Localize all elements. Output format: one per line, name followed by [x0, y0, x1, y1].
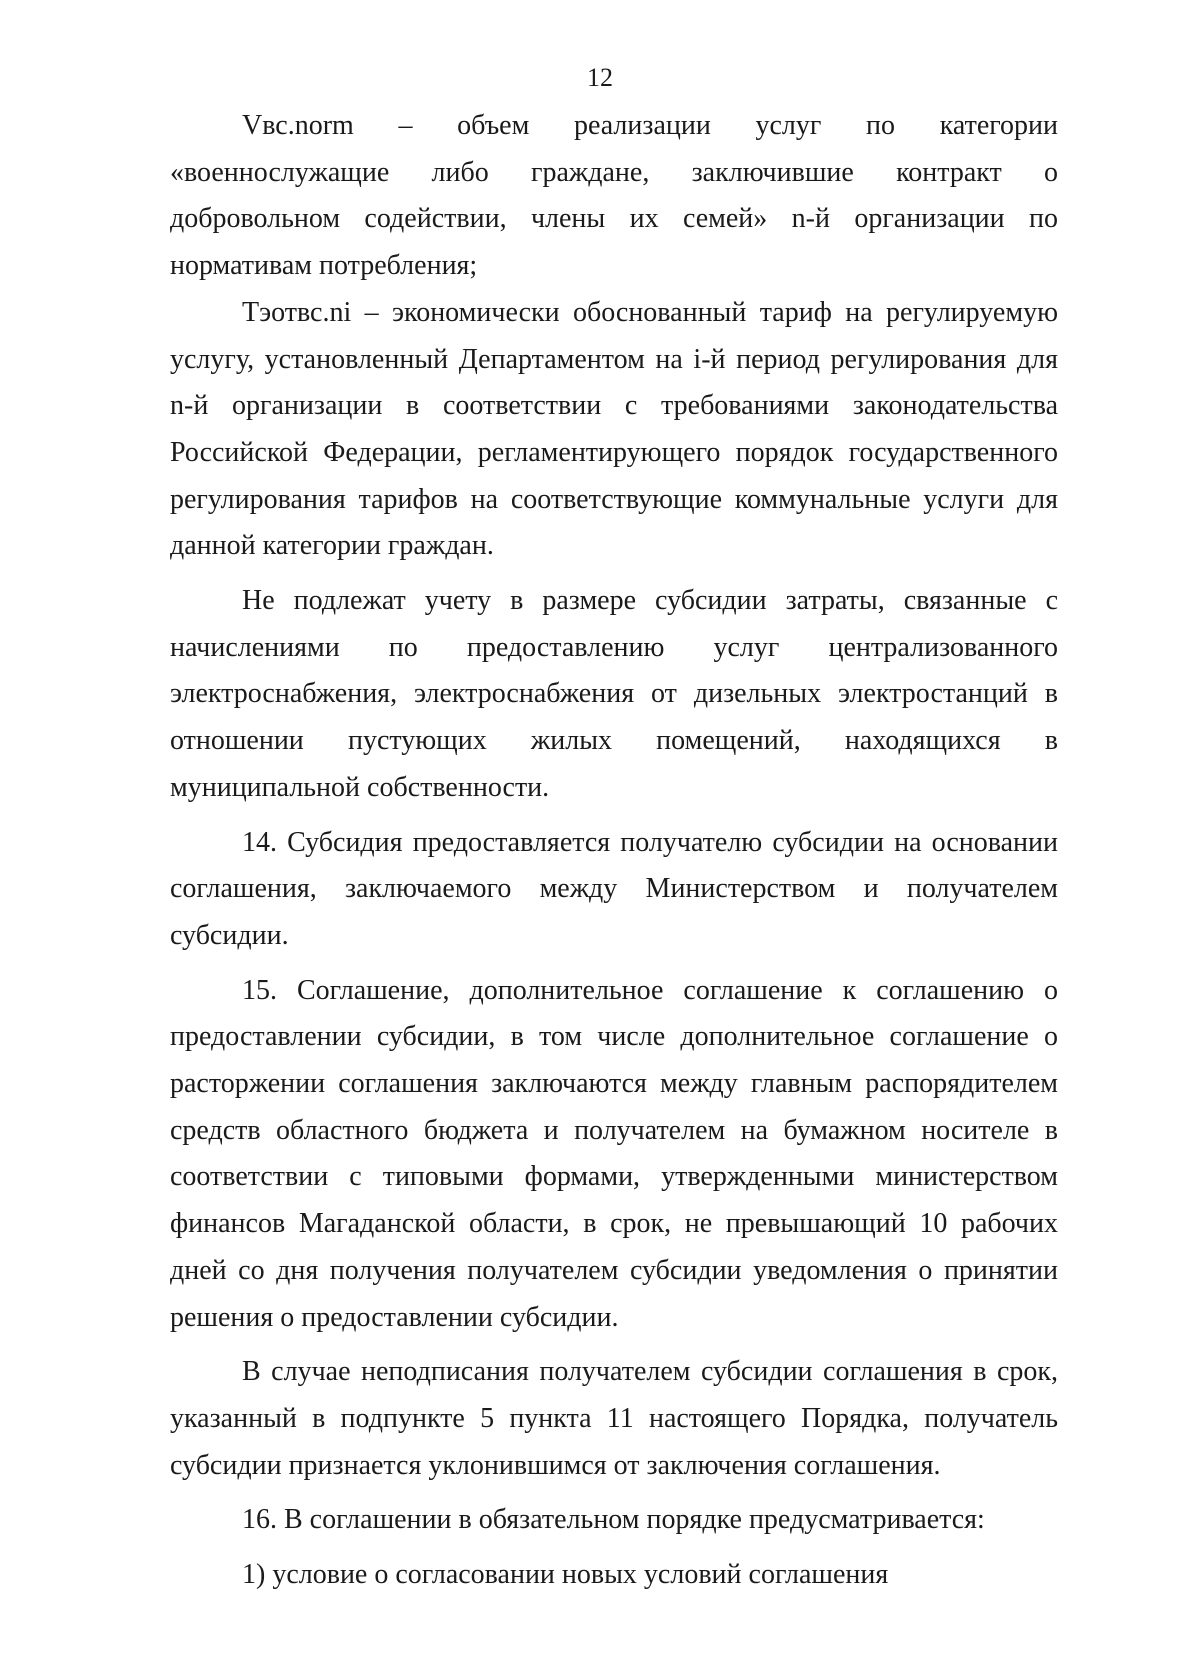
paragraph-item-16: 16. В соглашении в обязательном порядке предусматривается: [242, 1504, 985, 1536]
paragraph-subitem-1: 1) условие о согласовании новых условий соглашения [242, 1559, 889, 1591]
paragraph-refusal-to-sign: В случае неподписания получателем субсидии соглашения в срок, указанный в подпункте 5 пункта 11 настоящего Порядка, получатель субсидии признается уклонившимся от заключения соглашения. [170, 1356, 1058, 1481]
paragraph-vbc-norm-definition: Vвс.norm – объем реализации услуг по категории «военнослужащие либо граждане, заключившие контракт о добровольном содействии, члены их семей» n-й организации по нормативам потребления; [170, 110, 1058, 282]
paragraph-item-15: 15. Соглашение, дополнительное соглашение к соглашению о предоставлении субсидии, в том числе дополнительное соглашение о расторжении соглашения заключаются между главным распорядителем средств областного бюджета и получателем на бумажном носителе в соответствии с типовыми формами, утвержденными министерством финансов Магаданской области, в срок, не превышающий 10 рабочих дней со дня получения получателем субсидии уведомления о принятии решения о предоставлении субсидии. [170, 974, 1058, 1333]
document-body [170, 103, 1058, 1599]
paragraph-tariff-definition: Тэотвс.ni – экономически обоснованный тариф на регулируемую услугу, установленный Департаментом на i-й период регулирования для n-й организации в соответствии с требованиями законодательства Российской Федерации, регламентирующего порядок государственного регулирования тарифов на соответствующие коммунальные услуги для данной категории граждан. [170, 296, 1058, 562]
paragraph-item-14: 14. Субсидия предоставляется получателю субсидии на основании соглашения, заключаемого между Министерством и получателем субсидии. [170, 826, 1058, 951]
page-number: 12 [587, 63, 613, 92]
paragraph-excluded-costs: Не подлежат учету в размере субсидии затраты, связанные с начислениями по предоставлению услуг централизованного электроснабжения, электроснабжения от дизельных электростанций в отношении пустующих жилых помещений, находящихся в муниципальной собственности. [170, 585, 1058, 803]
